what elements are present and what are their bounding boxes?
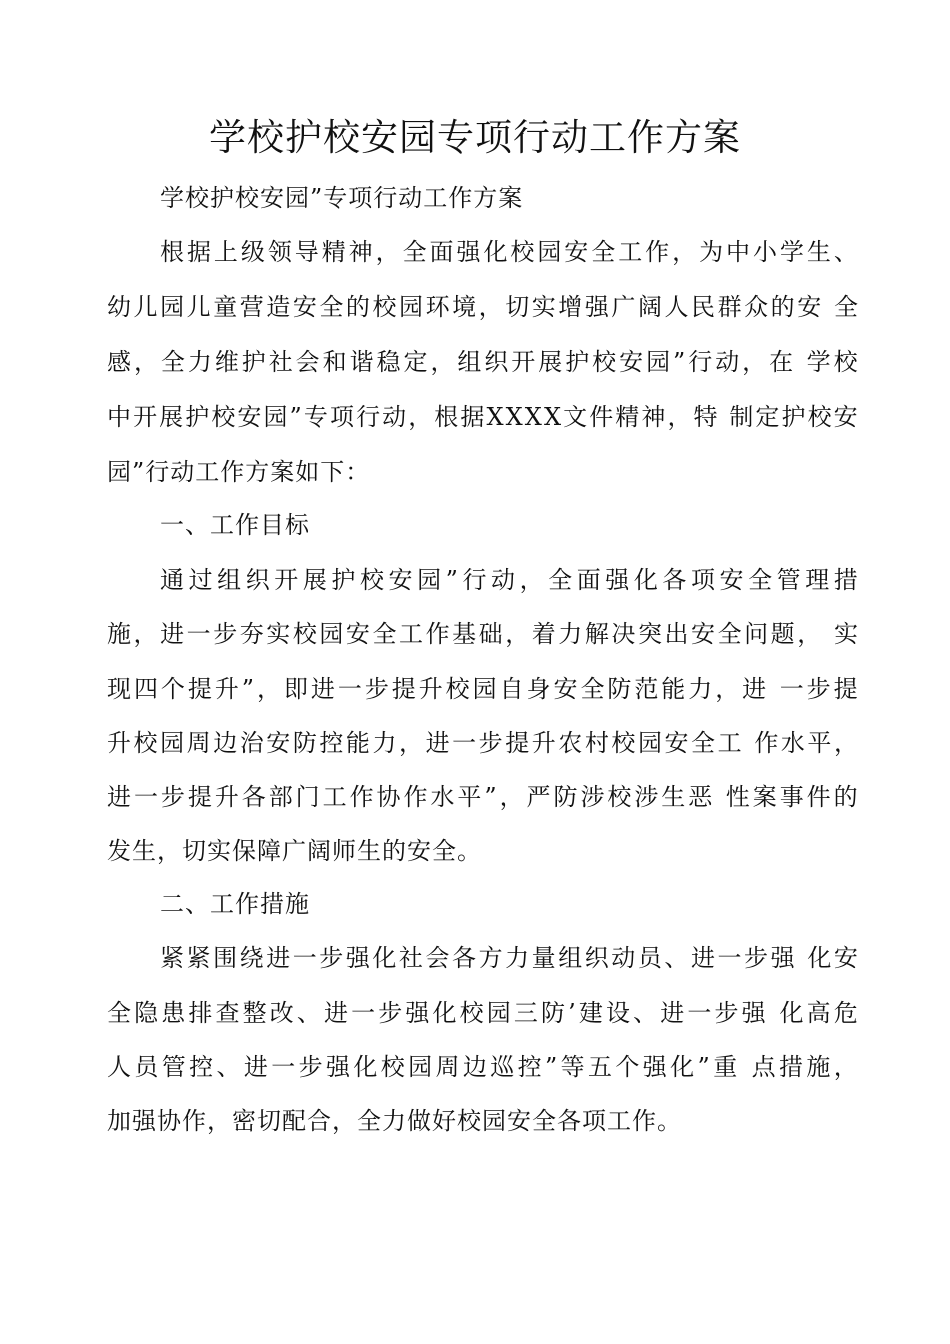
- paragraph-line: 根 据 上 级 领 导 精 神 ， 全 面 强 化 校 园 安 全 工 作 ， 为 中 小 学 生 、: [160, 238, 859, 266]
- paragraph-line: 全 隐 患 排 查 整 改 、 进 一 步 强 化 校 园 三 防 ’ 建 设 、 进 一 步 强 化 高 危: [107, 999, 859, 1027]
- paragraph-line: 中 开 展 护 校 安 园 ” 专 项 行 动 ， 根 据 X X X X 文 件 精 神 ， 特 制 定 护 校 安: [107, 403, 859, 431]
- paragraph-line: 紧 紧 围 绕 进 一 步 强 化 社 会 各 方 力 量 组 织 动 员 、 进 一 步 强 化 安: [160, 944, 859, 972]
- paragraph-line: 施 ， 进 一 步 夯 实 校 园 安 全 工 作 基 础 ， 着 力 解 决 突 出 安 全 问 题 ， 实: [107, 620, 859, 648]
- paragraph-line: 进 一 步 提 升 各 部 门 工 作 协 作 水 平 ” ， 严 防 涉 校 涉 生 恶 性 案 事 件 的: [107, 783, 859, 811]
- document-subtitle: 学校护校安园”专项行动工作方案: [160, 184, 524, 212]
- paragraph-line: 幼 儿 园 儿 童 营 造 安 全 的 校 园 环 境 ， 切 实 增 强 广 阔 人 民 群 众 的 安 全: [107, 293, 859, 321]
- paragraph-line: 加强协作，密切配合，全力做好校园安全各项工作。: [107, 1107, 682, 1135]
- section-heading-measures: 二、工作措施: [160, 890, 310, 918]
- paragraph-line: 现 四 个 提 升 ” ， 即 进 一 步 提 升 校 园 自 身 安 全 防 范 能 力 ， 进 一 步 提: [107, 675, 859, 703]
- paragraph-line: 园”行动工作方案如下：: [107, 458, 371, 486]
- section-heading-goals: 一、工作目标: [160, 511, 310, 539]
- paragraph-line: 升 校 园 周 边 治 安 防 控 能 力 ， 进 一 步 提 升 农 村 校 园 安 全 工 作 水 平 ，: [107, 729, 859, 757]
- paragraph-line: 人 员 管 控 、 进 一 步 强 化 校 园 周 边 巡 控 ” 等 五 个 强 化 ” 重 点 措 施 ，: [107, 1053, 859, 1081]
- document-title: 学校护校安园专项行动工作方案: [209, 116, 741, 159]
- paragraph-line: 发生，切实保障广阔师生的安全。: [107, 837, 482, 865]
- paragraph-line: 通 过 组 织 开 展 护 校 安 园 ” 行 动 ， 全 面 强 化 各 项 安 全 管 理 措: [160, 566, 859, 594]
- paragraph-line: 感 ， 全 力 维 护 社 会 和 谐 稳 定 ， 组 织 开 展 护 校 安 园 ” 行 动 ， 在 学 校: [107, 348, 859, 376]
